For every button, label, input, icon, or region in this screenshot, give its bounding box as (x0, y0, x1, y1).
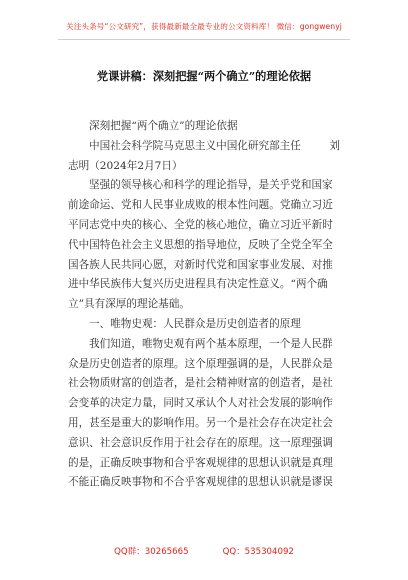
paragraph-line: 众是历史创造者的原理。这个原理强调的是，人民群众是 (68, 357, 333, 370)
paragraph-line: 我们知道，唯物史观有两个基本原理，一个是人民群 (89, 337, 333, 350)
paragraph-line: 国各族人民共同心愿，对新时代党和国家事业发展、对推 (68, 258, 333, 271)
paragraph-line: 平同志党中央的核心、全党的核心地位，确立习近平新时 (68, 218, 333, 231)
paragraph-line: 立”具有深厚的理论基础。 (68, 298, 190, 311)
header-divider (58, 39, 350, 40)
document-title: 党课讲稿：深刻把握“两个确立”的理论依据 (96, 69, 312, 83)
paragraph-line: 坚强的领导核心和科学的理论指导，是关乎党和国家 (89, 179, 333, 192)
paragraph-line: 不能正确反映事物和不合乎客观规律的思想认识就是谬误 (68, 476, 333, 489)
footer-contacts (0, 545, 408, 557)
paragraph-line: 社会物质财富的创造者，是社会精神财富的创造者，是社 (68, 377, 333, 390)
section-heading: 一、唯物史观：人民群众是历史创造者的原理 (89, 317, 301, 330)
paragraph-line: 代中国特色社会主义思想的指导地位，反映了全党全军全 (68, 238, 333, 251)
paragraph-line: 用，甚至是重大的影响作用。另一个是社会存在决定社会 (68, 416, 333, 429)
paragraph-line: 前途命运、党和人民事业成败的根本性问题。党确立习近 (68, 199, 333, 212)
paragraph-line: 的是，正确反映事物和合乎客观规律的思想认识就是真理 (68, 456, 333, 469)
footer-qq-number: QQ：535304092 (222, 547, 294, 557)
paragraph-line: 进中华民族伟大复兴历史进程具有决定性意义。“两个确 (68, 278, 328, 291)
author-surname: 刘 (329, 139, 340, 152)
paragraph-line: 意识、社会意识反作用于社会存在的原理。这一原理强调 (68, 436, 333, 449)
author-line (68, 137, 340, 157)
paragraph-line: 会变革的决定力量，同时又承认个人对社会发展的影响作 (68, 397, 333, 410)
author-date-line: 志明（2024年2月7日） (68, 159, 183, 172)
author-affiliation: 中国社会科学院马克思主义中国化研究部主任 (89, 139, 301, 152)
footer-qq-group: QQ群：30265665 (114, 547, 189, 557)
subtitle-line: 深刻把握“两个确立”的理论依据 (89, 120, 238, 132)
header-notice: 关注头条号“公文研究”，获得最新最全最专业的公文资料库！ 微信：gongwenyj (66, 22, 342, 31)
document-body (68, 117, 340, 493)
